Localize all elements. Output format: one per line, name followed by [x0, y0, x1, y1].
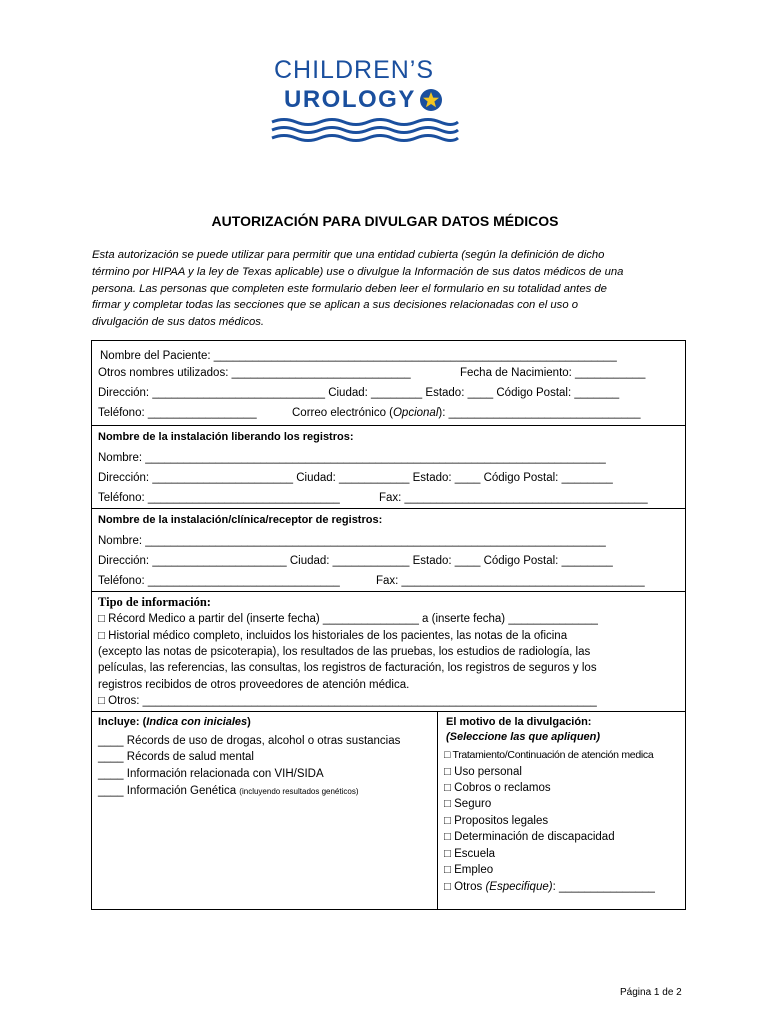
reason-personal-use[interactable]: □ Uso personal — [444, 766, 522, 778]
includes-item-hiv[interactable]: ____ Información relacionada con VIH/SIDA — [98, 768, 324, 780]
receiving-fax-field[interactable]: Fax: ______________________________________ — [376, 575, 645, 587]
document-title: AUTORIZACIÓN PARA DIVULGAR DATOS MÉDICOS — [211, 213, 559, 229]
page-number: Página 1 de 2 — [620, 987, 682, 998]
waves-icon — [270, 116, 460, 146]
reason-school[interactable]: □ Escuela — [444, 848, 496, 860]
receiving-phone-field[interactable]: Teléfono: ______________________________ — [98, 575, 340, 587]
includes-item-genetic[interactable] — [98, 784, 358, 799]
birth-date-field[interactable]: Fecha de Nacimiento: ___________ — [460, 367, 646, 379]
reason-disability[interactable]: □ Determinación de discapacidad — [444, 831, 615, 843]
reason-other[interactable] — [444, 880, 655, 894]
reason-other-label: □ Otros — [444, 881, 486, 893]
includes-heading — [98, 715, 251, 729]
email-label: Correo electrónico ( — [292, 407, 393, 419]
reason-employment[interactable]: □ Empleo — [444, 864, 494, 876]
includes-item-mental-health[interactable]: ____ Récords de salud mental — [98, 751, 254, 763]
intro-line: Esta autorización se puede utilizar para permitir que una entidad cubierta (según la definición de dicho — [92, 249, 605, 261]
info-option-text: registros recibidos de otros proveedores de atención médica. — [98, 679, 410, 691]
genetic-note: (incluyendo resultados genéticos) — [239, 787, 359, 796]
logo-text-urology: UROLOGY — [284, 86, 416, 113]
intro-paragraph — [92, 247, 692, 331]
includes-item-drugs[interactable]: ____ Récords de uso de drogas, alcohol o otras sustancias — [98, 735, 401, 747]
receiving-address-field[interactable]: Dirección: _____________________ Ciudad: ____________ Estado: ____ Código Postal: ________ — [98, 555, 613, 567]
reason-billing[interactable]: □ Cobros o reclamos — [444, 782, 551, 794]
info-type-heading: Tipo de información: — [98, 595, 211, 609]
intro-line: firmar y completar todas las secciones que se aplican a sus decisiones relacionadas con el uso o — [92, 299, 579, 312]
email-optional-label: Opcional — [392, 407, 439, 419]
releasing-heading: Nombre de la instalación liberando los registros: — [98, 431, 354, 443]
star-icon — [420, 89, 442, 111]
info-option-text: películas, las referencias, las consultas, los registros de facturación, los registros de seguros y los — [98, 662, 597, 674]
patient-email-field[interactable] — [292, 406, 640, 420]
other-names-field[interactable]: Otros nombres utilizados: ____________________________ — [98, 367, 411, 379]
section-divider — [92, 425, 685, 426]
column-divider — [437, 712, 438, 910]
info-option-other[interactable]: □ Otros: _______________________________________________________________________ — [98, 695, 597, 707]
releasing-address-field[interactable]: Dirección: ______________________ Ciudad: ___________ Estado: ____ Código Postal: ________ — [98, 472, 613, 484]
patient-address-field[interactable]: Dirección: ___________________________ Ciudad: ________ Estado: ____ Código Postal: _______ — [98, 387, 620, 399]
genetic-label: ____ Información Genética — [98, 785, 237, 797]
releasing-name-field[interactable]: Nombre: ________________________________________________________________________ — [98, 452, 606, 464]
reason-treatment[interactable]: □ Tratamiento/Continuación de atención medica — [444, 749, 654, 761]
intro-line: término por HIPAA y la ley de Texas aplicable) use o divulgue la Información de sus datos médicos de una — [92, 265, 624, 278]
patient-phone-field[interactable]: Teléfono: _________________ — [98, 407, 257, 419]
section-divider — [92, 508, 685, 509]
receiving-heading: Nombre de la instalación/clínica/receptor de registros: — [98, 514, 383, 526]
reason-other-specify: (Especifique) — [485, 881, 553, 893]
reason-subheading: (Seleccione las que apliquen) — [446, 731, 601, 743]
reason-legal[interactable]: □ Propositos legales — [444, 815, 549, 827]
receiving-name-field[interactable]: Nombre: ________________________________________________________________________ — [98, 535, 606, 547]
includes-heading-text: Incluye: ( — [98, 716, 147, 728]
authorization-form — [91, 340, 686, 910]
releasing-phone-field[interactable]: Teléfono: ______________________________ — [98, 492, 340, 504]
childrens-urology-logo — [270, 56, 460, 146]
releasing-fax-field[interactable]: Fax: ______________________________________ — [379, 492, 648, 504]
reason-insurance[interactable]: □ Seguro — [444, 798, 492, 810]
logo-text-line1: CHILDREN’S — [274, 56, 435, 84]
includes-heading-close: ) — [247, 716, 251, 728]
info-option-full-history[interactable]: □ Historial médico completo, incluidos los historiales de los pacientes, las notas de la oficina — [98, 630, 568, 642]
patient-name-field[interactable]: Nombre del Paciente: _______________________________________________________________ — [100, 350, 617, 362]
info-option-text: (excepto las notas de psicoterapia), los resultados de las pruebas, los estudios de radiología, las — [98, 646, 591, 658]
intro-line: divulgación de sus datos médicos. — [92, 316, 265, 329]
includes-heading-italic: Indica con iniciales — [146, 716, 248, 728]
section-divider — [92, 711, 685, 712]
logo-text-line2 — [284, 86, 442, 114]
info-option-date-range[interactable]: □ Récord Medico a partir del (inserte fecha) _______________ a (inserte fecha) ______________ — [98, 613, 598, 625]
email-blank: ): ______________________________ — [438, 407, 641, 419]
intro-line: persona. Las personas que completen este formulario deben leer el formulario en su totalidad antes de — [92, 282, 607, 295]
reason-other-blank: : _______________ — [552, 881, 655, 893]
reason-heading: El motivo de la divulgación: — [446, 716, 592, 728]
section-divider — [92, 591, 685, 592]
